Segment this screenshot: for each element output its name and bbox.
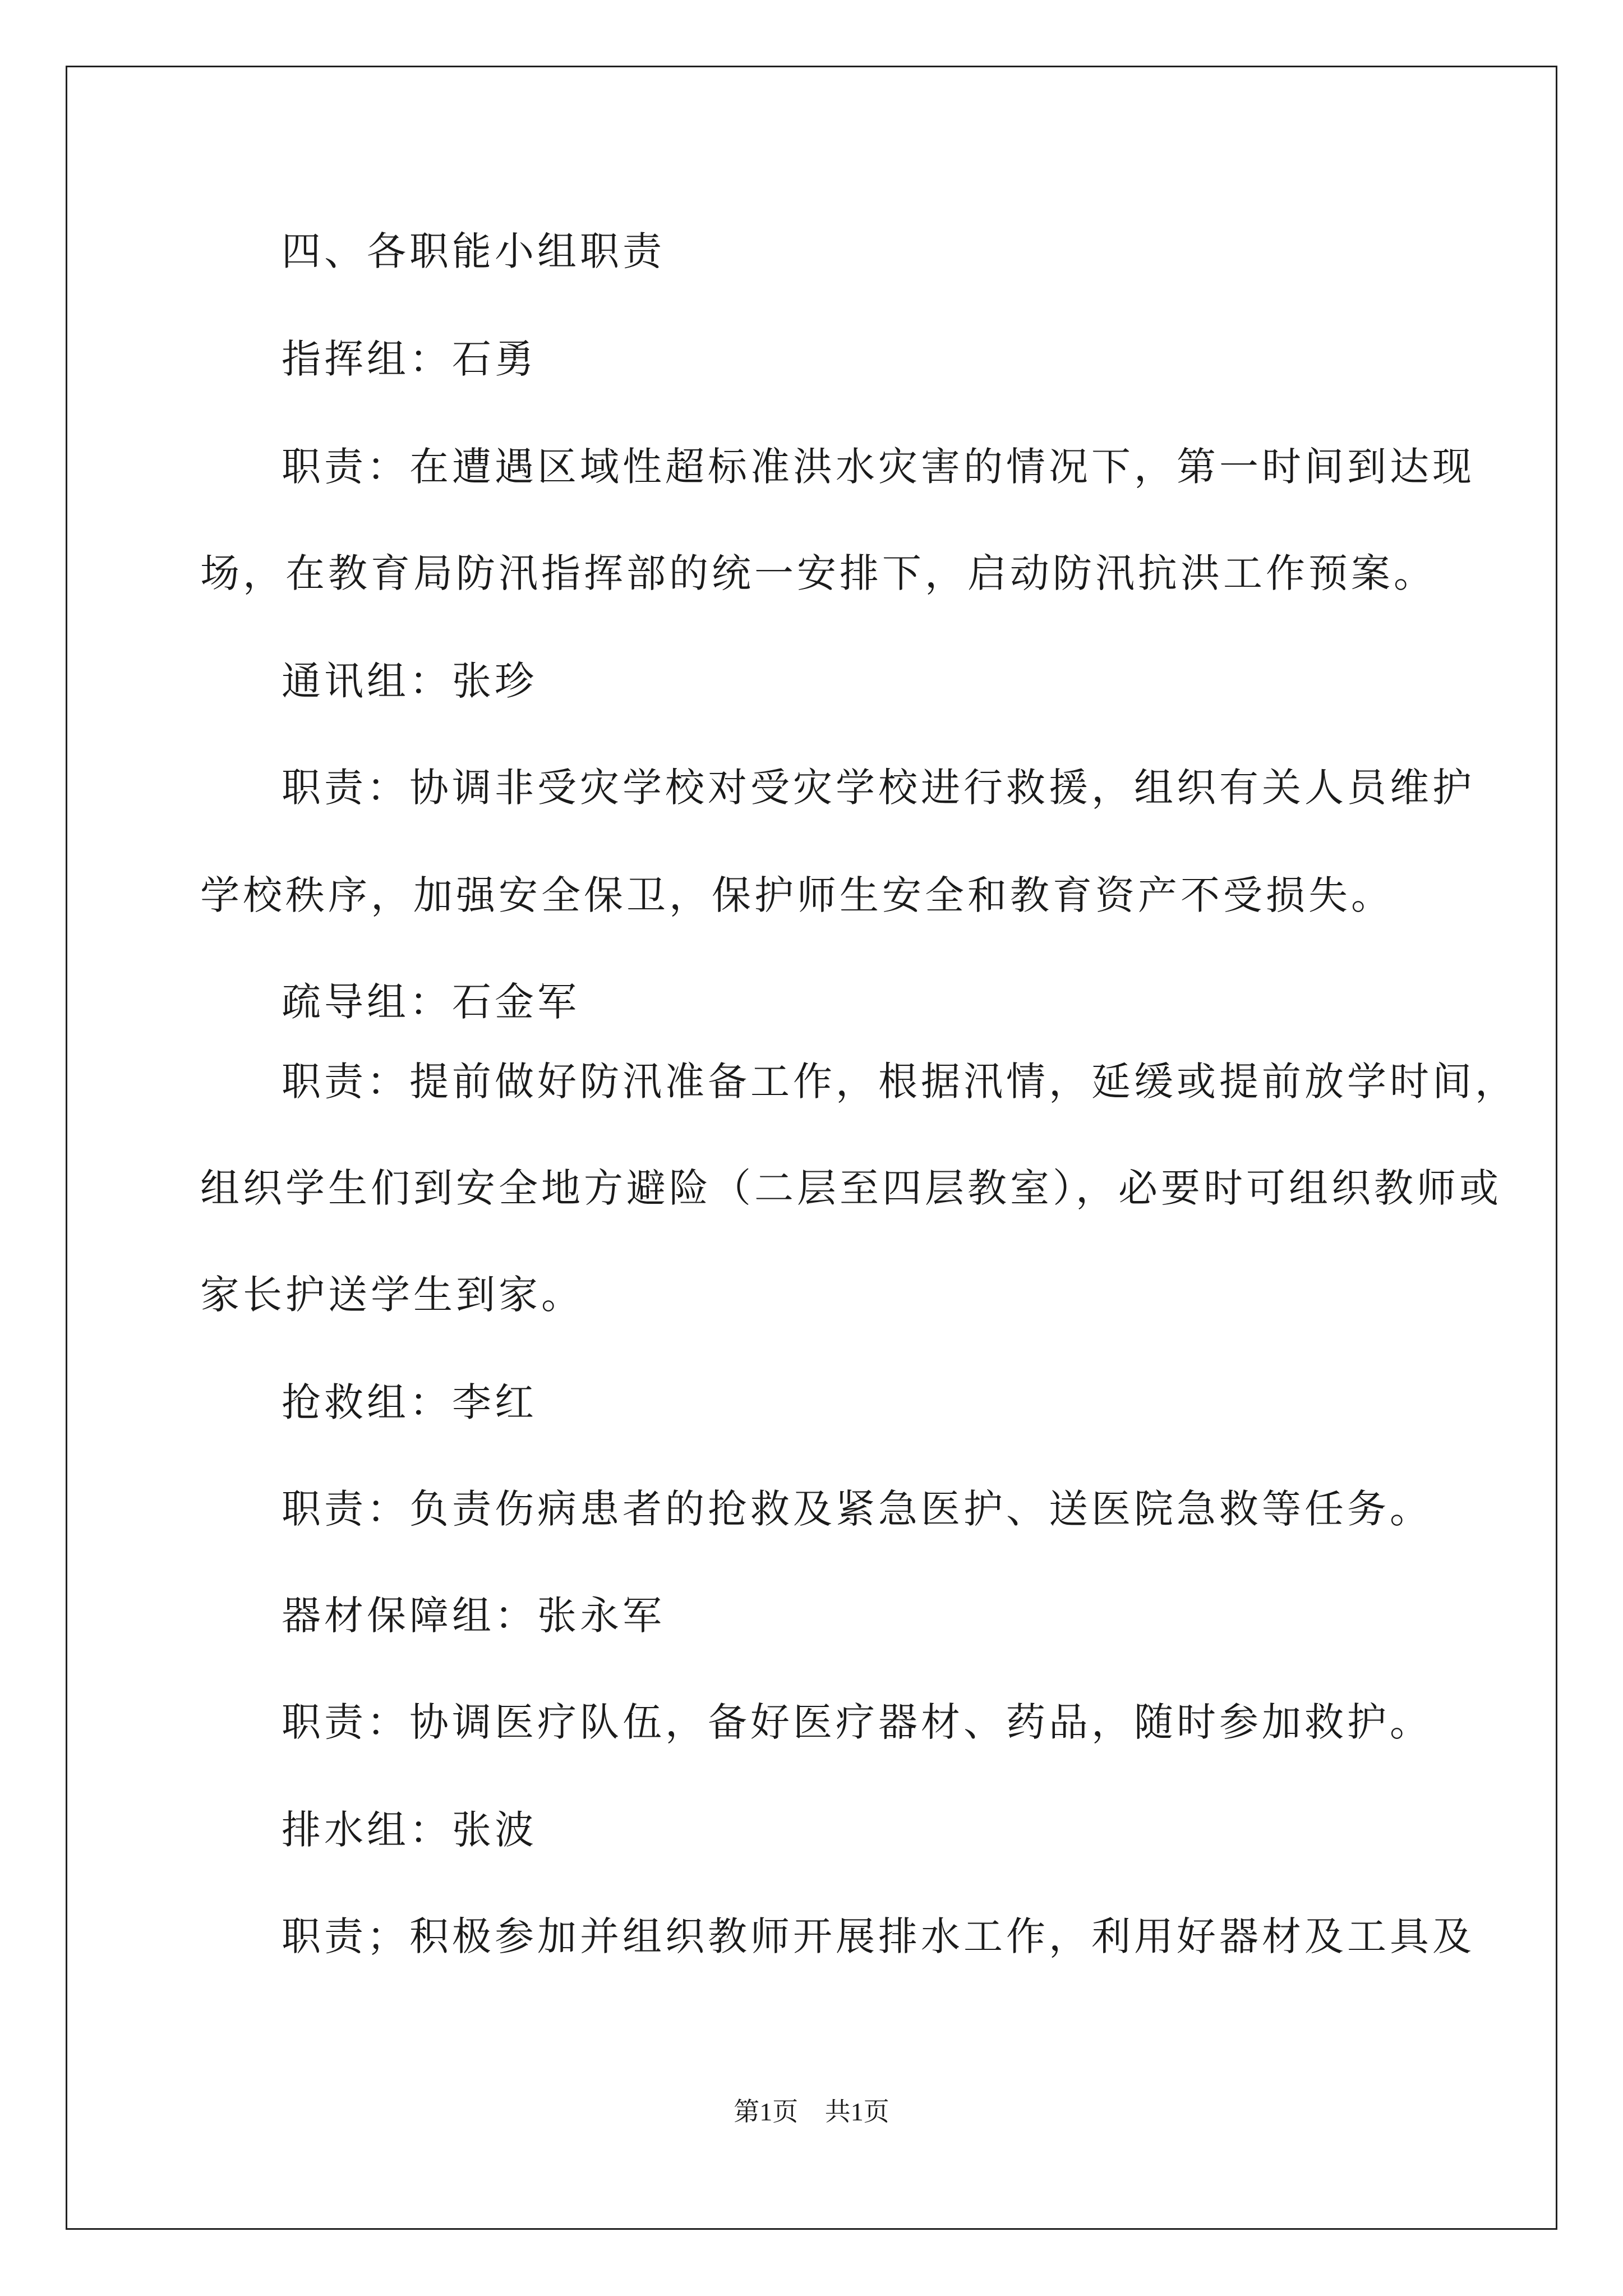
duty-text-evacuation-line-3: 家长护送学生到家。 <box>200 1272 584 1318</box>
duty-text-evacuation-line-2: 组织学生们到安全地方避险（二层至四层教室），必要时可组织教师或 <box>200 1165 1502 1211</box>
duty-text-rescue: 职责：负责伤病患者的抢救及紧急医护、送医院急救等任务。 <box>282 1486 1432 1532</box>
group-title-rescue: 抢救组：李红 <box>282 1379 537 1425</box>
section-heading: 四、各职能小组职责 <box>282 228 665 274</box>
group-title-equipment: 器材保障组：张永军 <box>282 1593 665 1639</box>
page-border <box>66 66 1557 2230</box>
group-title-evacuation: 疏导组：石金军 <box>282 979 580 1025</box>
duty-text-equipment: 职责：协调医疗队伍，备好医疗器材、药品，随时参加救护。 <box>282 1699 1432 1745</box>
duty-text-evacuation-line-1: 职责：提前做好防汛准备工作，根据汛情，延缓或提前放学时间， <box>282 1059 1518 1105</box>
duty-text-command-line-1: 职责：在遭遇区域性超标准洪水灾害的情况下，第一时间到达现 <box>282 444 1475 490</box>
page-number-current: 第1页 <box>734 2097 799 2126</box>
duty-text-communication-line-1: 职责：协调非受灾学校对受灾学校进行救援，组织有关人员维护 <box>282 765 1475 811</box>
page-footer <box>0 2095 1623 2129</box>
duty-text-drainage: 职责；积极参加并组织教师开展排水工作，利用好器材及工具及 <box>282 1913 1475 1959</box>
duty-text-command-line-2: 场，在教育局防汛指挥部的统一安排下，启动防汛抗洪工作预案。 <box>200 550 1436 596</box>
group-title-drainage: 排水组：张波 <box>282 1807 537 1853</box>
group-title-communication: 通讯组：张珍 <box>282 658 537 704</box>
duty-text-communication-line-2: 学校秩序，加强安全保卫，保护师生安全和教育资产不受损失。 <box>200 872 1394 918</box>
group-title-command: 指挥组：石勇 <box>282 336 537 382</box>
page-number-total: 共1页 <box>824 2097 889 2126</box>
